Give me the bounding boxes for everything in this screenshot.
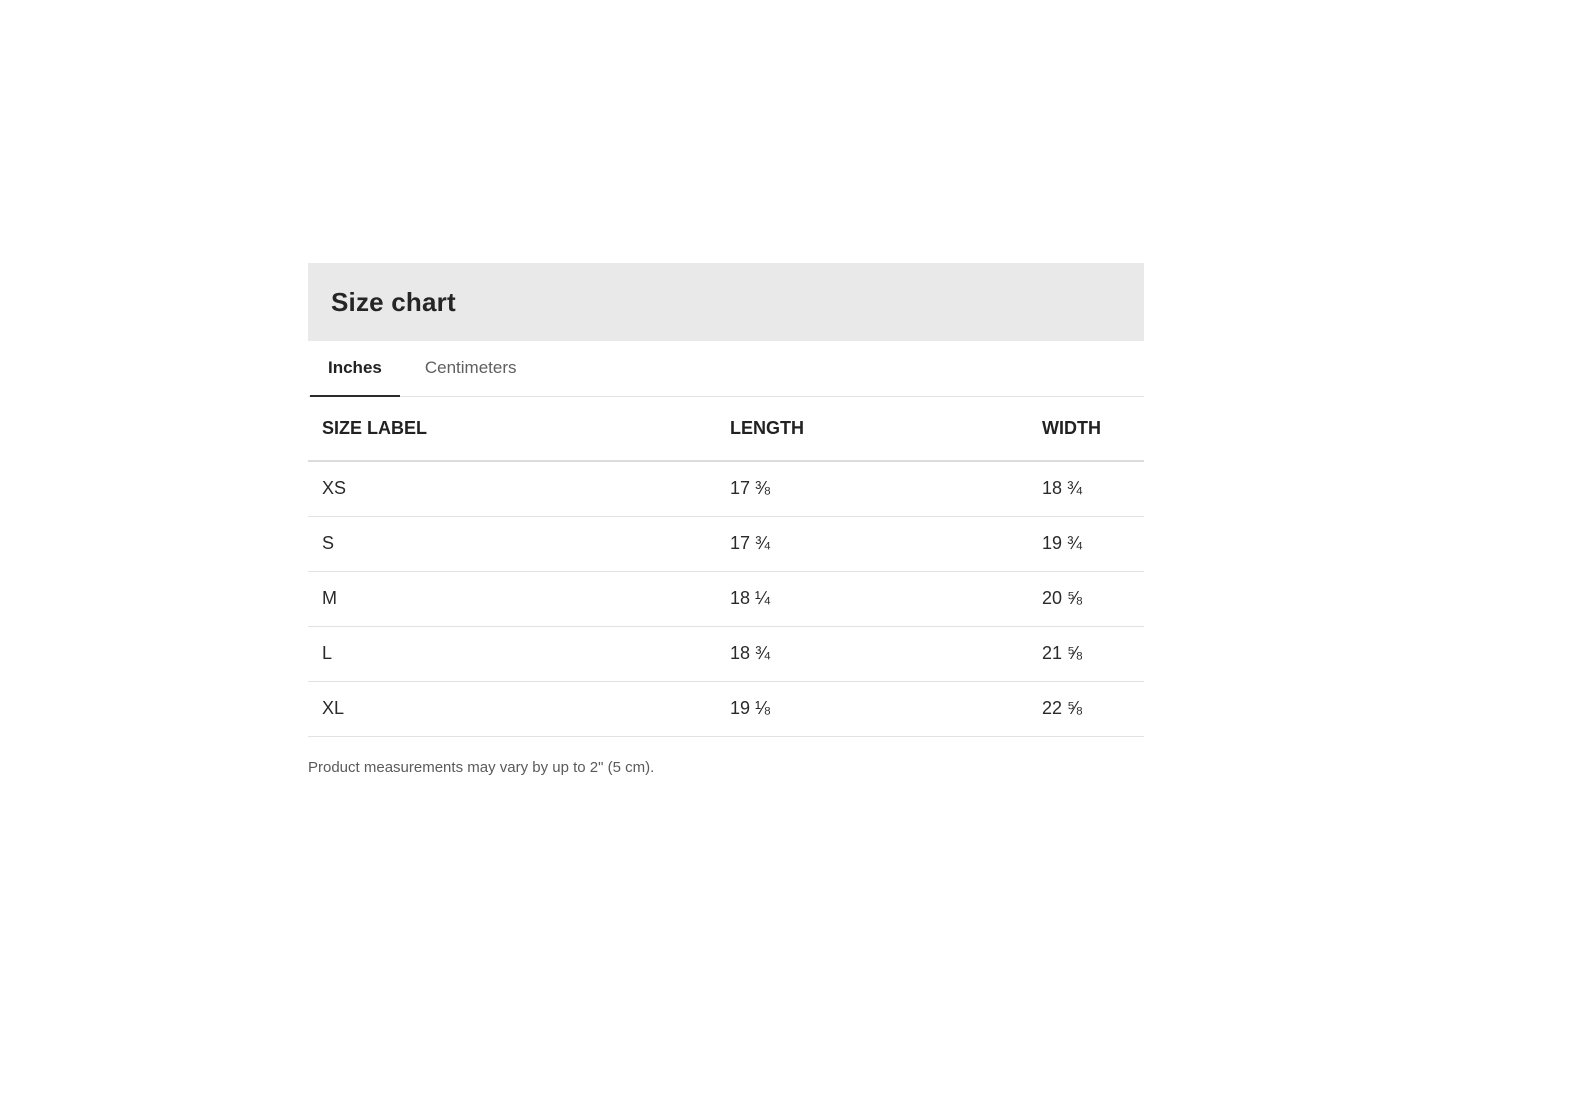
size-chart-panel xyxy=(308,263,1144,776)
measurement-disclaimer: Product measurements may vary by up to 2" (5 cm). xyxy=(308,758,655,776)
table-row xyxy=(308,461,1144,516)
unit-tabs xyxy=(308,341,1144,397)
length-cell: 18 ¼ xyxy=(716,571,1028,626)
tab-centimeters[interactable]: Centimeters xyxy=(424,358,517,377)
column-header-size-label: SIZE LABEL xyxy=(308,397,716,461)
size-label-cell: XL xyxy=(308,681,716,736)
table-row xyxy=(308,626,1144,681)
size-label-cell: L xyxy=(308,626,716,681)
size-chart-header xyxy=(308,263,1144,341)
length-cell: 17 ¾ xyxy=(716,516,1028,571)
length-cell: 18 ¾ xyxy=(716,626,1028,681)
tab-inches[interactable]: Inches xyxy=(310,341,400,397)
width-cell: 20 ⅝ xyxy=(1028,571,1144,626)
table-row xyxy=(308,681,1144,736)
size-table xyxy=(308,397,1144,737)
length-cell: 19 ⅛ xyxy=(716,681,1028,736)
size-label-cell: XS xyxy=(308,461,716,516)
size-label-cell: M xyxy=(308,571,716,626)
table-row xyxy=(308,516,1144,571)
width-cell: 21 ⅝ xyxy=(1028,626,1144,681)
column-header-width: WIDTH xyxy=(1028,397,1144,461)
width-cell: 22 ⅝ xyxy=(1028,681,1144,736)
size-label-cell: S xyxy=(308,516,716,571)
width-cell: 18 ¾ xyxy=(1028,461,1144,516)
table-row xyxy=(308,571,1144,626)
length-cell: 17 ⅜ xyxy=(716,461,1028,516)
width-cell: 19 ¾ xyxy=(1028,516,1144,571)
column-header-length: LENGTH xyxy=(716,397,1028,461)
size-chart-title: Size chart xyxy=(331,286,456,317)
table-header-row xyxy=(308,397,1144,461)
